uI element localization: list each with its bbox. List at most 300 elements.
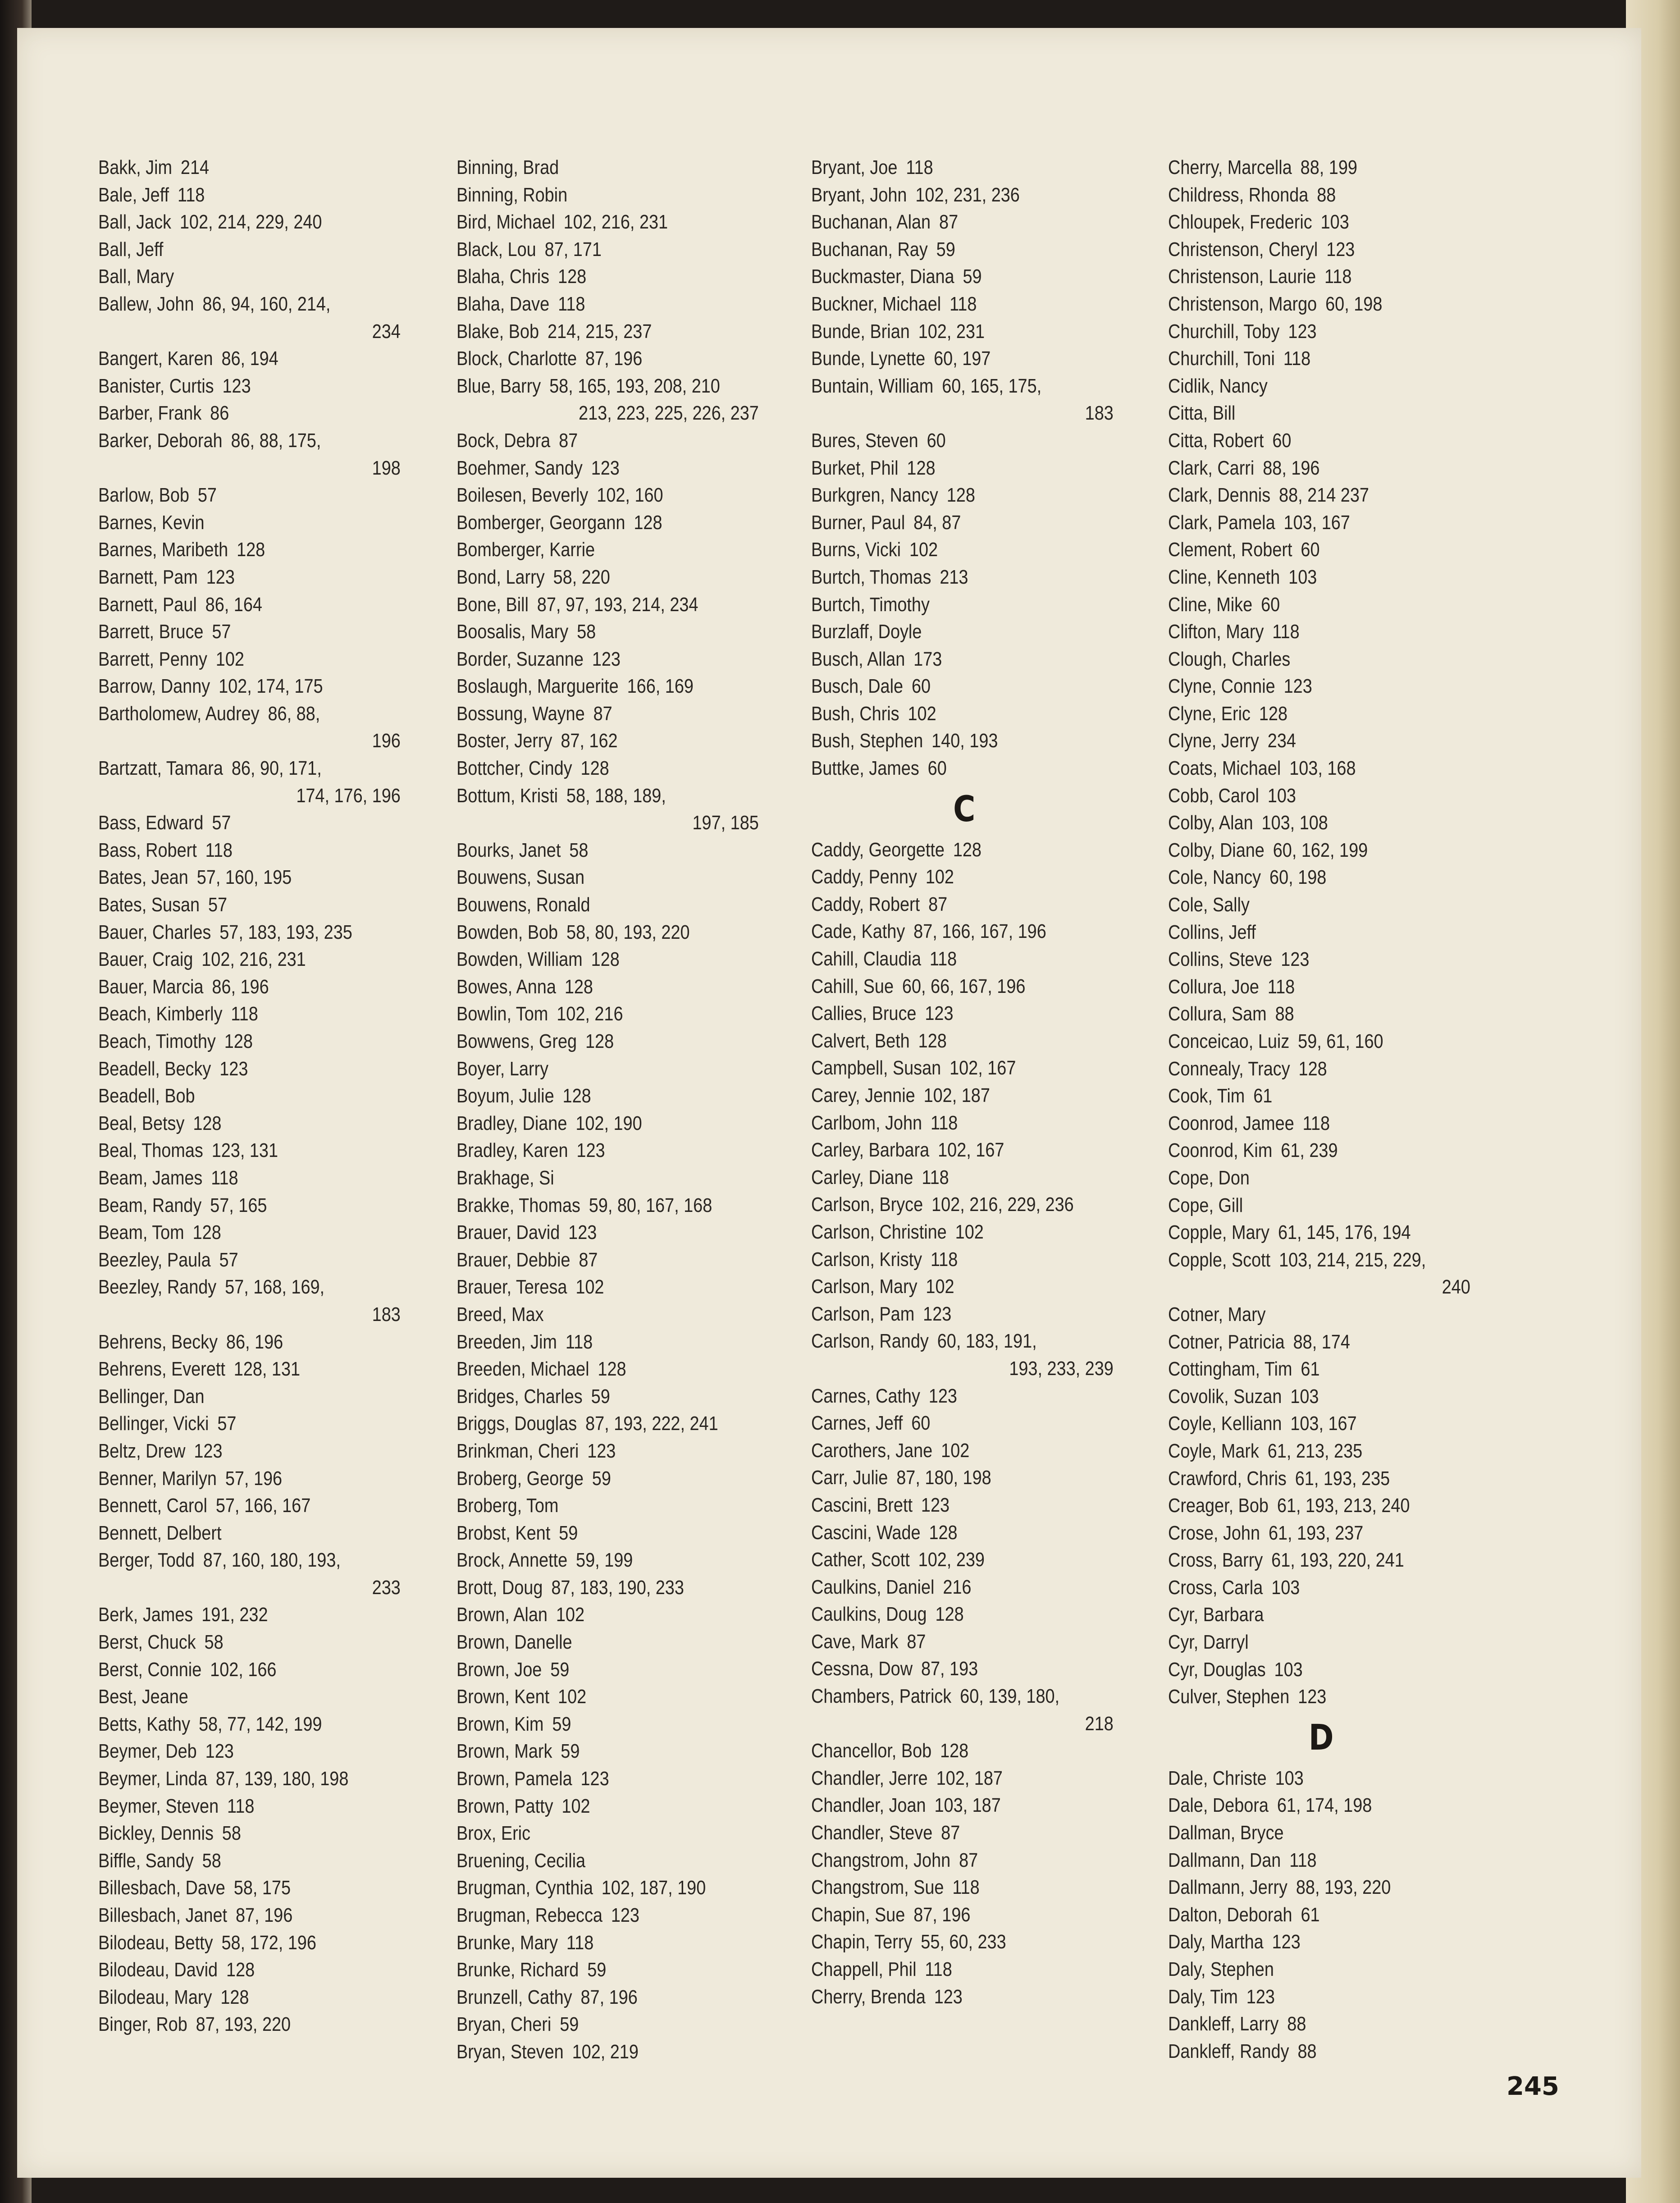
entry-name: Cyr, Darryl [1168, 1631, 1249, 1654]
entry-pages: 102 [909, 539, 938, 561]
index-entry [811, 1328, 1117, 1355]
entry-pages: 57, 196 [225, 1467, 283, 1490]
index-entry [1168, 1984, 1474, 2011]
index-entry [457, 727, 762, 755]
entry-pages: 128, 131 [233, 1358, 301, 1380]
index-entry [457, 1438, 762, 1465]
entry-pages-continued: 233 [372, 1576, 401, 1599]
entry-pages-continued: 183 [1085, 402, 1114, 425]
entry-pages: 103, 167 [1283, 511, 1350, 534]
index-entry [98, 1547, 404, 1574]
index-entry [457, 154, 762, 182]
entry-name: Beam, Randy [98, 1194, 202, 1216]
index-entry [98, 837, 404, 864]
entry-pages: 118 [922, 1166, 949, 1188]
entry-name: Carlson, Randy [811, 1330, 929, 1353]
entry-pages: 123, 131 [211, 1139, 278, 1162]
index-entry [1168, 2038, 1474, 2066]
index-entry [457, 1383, 762, 1411]
index-entry [457, 564, 762, 591]
entry-pages-continued: 193, 233, 239 [1009, 1357, 1114, 1380]
index-entry [98, 536, 404, 564]
entry-name: Carlson, Christine [811, 1220, 947, 1243]
index-entry [98, 509, 404, 537]
entry-name: Busch, Dale [811, 675, 904, 698]
section-letter: D [1308, 1717, 1334, 1758]
entry-pages: 103, 108 [1261, 812, 1328, 834]
entry-name: Cyr, Barbara [1168, 1604, 1264, 1626]
entry-pages: 102 [558, 1686, 587, 1708]
entry-name: Beadell, Becky [98, 1057, 211, 1080]
entry-name: Blake, Bob [457, 320, 539, 343]
entry-name: Bouwens, Susan [457, 866, 584, 889]
index-entry [1168, 427, 1474, 455]
entry-pages: 60, 66, 167, 196 [902, 975, 1026, 997]
entry-pages: 123 [592, 648, 621, 670]
index-entry [457, 263, 762, 291]
entry-pages: 123 [923, 1303, 952, 1325]
entry-pages: 123 [205, 1740, 234, 1763]
entry-name: Calvert, Beth [811, 1029, 910, 1052]
entry-pages-continued: 234 [372, 320, 401, 343]
entry-pages: 140, 193 [931, 730, 998, 752]
entry-pages: 128 [564, 975, 593, 998]
entry-pages: 86, 88, 175, [231, 429, 321, 452]
entry-pages: 60 [927, 429, 946, 452]
index-entry [457, 1520, 762, 1547]
index-entry [457, 1219, 762, 1247]
entry-name: Brakke, Thomas [457, 1194, 580, 1216]
index-entry [457, 864, 762, 891]
entry-pages: 86, 164 [205, 593, 262, 616]
index-entry [1168, 1438, 1474, 1465]
entry-pages: 87 [579, 1248, 598, 1271]
entry-pages: 118 [1289, 1849, 1317, 1871]
index-entry [98, 1274, 404, 1301]
entry-pages: 59 [552, 1713, 571, 1735]
entry-pages: 88 [1275, 1003, 1294, 1025]
entry-pages: 58, 77, 142, 199 [198, 1713, 322, 1735]
entry-name: Carley, Barbara [811, 1139, 930, 1161]
index-entry [457, 1492, 762, 1520]
index-entry [98, 864, 404, 891]
entry-name: Barlow, Bob [98, 484, 189, 507]
entry-name: Carnes, Jeff [811, 1412, 903, 1435]
index-entry [811, 1219, 1117, 1246]
entry-pages: 61, 213, 235 [1267, 1440, 1363, 1462]
entry-name: Beam, James [98, 1166, 203, 1189]
entry-name: Benner, Marilyn [98, 1467, 217, 1490]
entry-name: Buchanan, Ray [811, 238, 928, 261]
entry-name: Collura, Joe [1168, 975, 1259, 998]
entry-name: Bruening, Cecilia [457, 1849, 586, 1872]
entry-pages: 57, 168, 169, [225, 1276, 325, 1298]
entry-pages: 118 [906, 156, 933, 178]
entry-name: Cave, Mark [811, 1630, 899, 1653]
entry-pages: 102, 190 [575, 1112, 642, 1134]
entry-name: Black, Lou [457, 238, 536, 261]
entry-pages: 60, 165, 175, [942, 375, 1042, 397]
entry-pages: 118 [558, 293, 585, 315]
index-entry [98, 427, 404, 455]
entry-name: Behrens, Everett [98, 1358, 225, 1380]
index-entry [457, 1793, 762, 1820]
index-entry [1168, 291, 1474, 318]
entry-name: Ball, Jack [98, 211, 171, 233]
index-entry [98, 1056, 404, 1083]
index-entry [98, 482, 404, 509]
index-entry [1168, 591, 1474, 619]
entry-pages: 128 [193, 1112, 222, 1134]
entry-name: Brown, Pamela [457, 1768, 572, 1790]
index-entry [98, 291, 404, 318]
entry-pages: 61, 193, 235 [1295, 1467, 1390, 1490]
entry-pages: 128 [585, 1030, 614, 1052]
entry-pages: 118 [211, 1166, 238, 1189]
entry-name: Cahill, Sue [811, 975, 894, 997]
entry-pages: 57 [219, 1248, 238, 1271]
index-entry [1168, 1356, 1474, 1383]
entry-pages: 87 [559, 429, 578, 452]
entry-name: Brugman, Rebecca [457, 1904, 603, 1926]
index-entry [98, 1656, 404, 1684]
entry-pages: 57, 160, 195 [196, 866, 292, 889]
entry-name: Churchill, Toby [1168, 320, 1280, 343]
index-entry [98, 891, 404, 919]
index-entry [1168, 318, 1474, 346]
index-entry [457, 591, 762, 619]
entry-name: Brauer, David [457, 1221, 560, 1244]
entry-pages: 87, 193 [921, 1658, 978, 1680]
entry-name: Coyle, Mark [1168, 1440, 1259, 1462]
index-entry [457, 1956, 762, 1984]
entry-pages: 102, 187, 190 [601, 1877, 706, 1899]
entry-name: Cobb, Carol [1168, 784, 1259, 807]
index-entry [98, 1738, 404, 1765]
entry-pages: 60, 198 [1269, 866, 1327, 889]
index-entry [811, 1437, 1117, 1465]
entry-name: Bond, Larry [457, 566, 545, 588]
entry-name: Caddy, Georgette [811, 838, 945, 861]
entry-name: Chapin, Terry [811, 1931, 913, 1953]
entry-pages: 87, 183, 190, 233 [551, 1576, 684, 1599]
entry-name: Bale, Jeff [98, 183, 169, 206]
entry-name: Cross, Barry [1168, 1549, 1263, 1572]
index-entry [1168, 1574, 1474, 1602]
index-entry [1168, 2011, 1474, 2038]
entry-name: Bossung, Wayne [457, 702, 585, 725]
entry-name: Boehmer, Sandy [457, 457, 583, 479]
entry-pages: 102, 214, 229, 240 [179, 211, 322, 233]
entry-name: Cherry, Marcella [1168, 156, 1292, 178]
index-entry [811, 263, 1117, 291]
index-entry [98, 1410, 404, 1438]
index-entry [1168, 1792, 1474, 1819]
entry-pages: 60, 183, 191, [937, 1330, 1037, 1353]
entry-name: Beymer, Deb [98, 1740, 197, 1763]
index-entry [811, 1655, 1117, 1683]
entry-name: Cade, Kathy [811, 920, 905, 943]
entry-pages: 123 [219, 1057, 248, 1080]
entry-name: Brott, Doug [457, 1576, 543, 1599]
entry-name: Chandler, Steve [811, 1822, 933, 1844]
index-entry [98, 673, 404, 700]
entry-name: Collura, Sam [1168, 1003, 1267, 1025]
index-entry [811, 1410, 1117, 1437]
entry-name: Clough, Charles [1168, 648, 1291, 670]
index-entry [457, 673, 762, 700]
index-entry [457, 1765, 762, 1793]
index-entry [1168, 1137, 1474, 1165]
entry-name: Block, Charlotte [457, 347, 577, 370]
entry-pages: 103 [1288, 566, 1317, 588]
index-entry [98, 1383, 404, 1411]
entry-name: Cottingham, Tim [1168, 1358, 1292, 1380]
entry-pages: 102 [908, 702, 936, 725]
entry-pages: 87, 171 [544, 238, 602, 261]
entry-pages: 102, 187 [936, 1767, 1003, 1789]
entry-pages: 123 [206, 566, 235, 588]
entry-name: Cascini, Brett [811, 1494, 913, 1516]
entry-name: Burns, Vicki [811, 539, 901, 561]
entry-name: Buckmaster, Diana [811, 265, 954, 288]
index-entry [457, 1711, 762, 1738]
entry-name: Clyne, Eric [1168, 702, 1251, 725]
entry-name: Boosalis, Mary [457, 621, 569, 643]
entry-pages: 128 [940, 1740, 969, 1762]
entry-pages: 60 [911, 1412, 931, 1435]
entry-pages: 59 [550, 1658, 570, 1681]
entry-name: Berger, Todd [98, 1549, 195, 1572]
entry-name: Chloupek, Frederic [1168, 211, 1312, 233]
entry-pages: 87, 196 [913, 1903, 971, 1926]
index-entry [811, 1984, 1117, 2011]
entry-name: Clark, Dennis [1168, 484, 1271, 507]
entry-pages: 173 [913, 648, 942, 670]
entry-name: Carlbom, John [811, 1111, 922, 1134]
index-entry [1168, 974, 1474, 1001]
index-entry [811, 1847, 1117, 1874]
index-entry [457, 1601, 762, 1629]
entry-pages: 118 [1272, 621, 1300, 643]
index-entry [98, 1247, 404, 1274]
entry-pages: 123 [580, 1768, 609, 1790]
index-entry [1168, 1165, 1474, 1192]
index-column-2 [457, 154, 762, 2066]
index-entry [457, 1574, 762, 1602]
entry-pages: 191, 232 [201, 1604, 268, 1626]
entry-name: Daly, Stephen [1168, 1958, 1274, 1980]
index-entry [98, 345, 404, 373]
entry-pages: 123 [1298, 1686, 1327, 1708]
index-entry [457, 1820, 762, 1847]
entry-pages: 59 [592, 1467, 611, 1490]
entry-name: Bottcher, Cindy [457, 757, 572, 780]
entry-pages: 128 [953, 838, 982, 861]
entry-pages: 123 [194, 1440, 223, 1462]
entry-name: Bradley, Karen [457, 1139, 568, 1162]
entry-pages: 88, 199 [1300, 156, 1357, 178]
entry-name: Barnes, Maribeth [98, 539, 228, 561]
index-entry [811, 618, 1117, 646]
entry-name: Cotner, Mary [1168, 1303, 1266, 1325]
entry-name: Creager, Bob [1168, 1495, 1269, 1517]
entry-pages: 60 [927, 757, 947, 780]
entry-pages: 59 [591, 1385, 610, 1408]
index-entry [98, 1329, 404, 1356]
index-entry [457, 2038, 762, 2066]
index-entry [98, 1520, 404, 1547]
entry-pages: 234 [1267, 730, 1296, 752]
entry-pages: 128 [226, 1959, 255, 1981]
entry-pages: 59, 61, 160 [1298, 1030, 1383, 1052]
entry-name: Colby, Alan [1168, 812, 1253, 834]
index-entry [1168, 1410, 1474, 1438]
entry-pages: 102 [556, 1604, 585, 1626]
entry-name: Carley, Diane [811, 1166, 913, 1188]
entry-pages: 102 [955, 1220, 984, 1243]
entry-name: Brauer, Teresa [457, 1276, 567, 1298]
entry-name: Brox, Eric [457, 1822, 531, 1845]
entry-pages: 88 [1297, 2040, 1317, 2062]
entry-pages: 103, 214, 215, 229, [1279, 1248, 1426, 1271]
entry-name: Cahill, Claudia [811, 948, 921, 970]
entry-pages-continued: 197, 185 [692, 812, 759, 834]
entry-pages: 102 [926, 1275, 954, 1298]
index-entry [811, 1819, 1117, 1847]
entry-pages: 214 [180, 156, 210, 178]
index-entry [98, 974, 404, 1001]
entry-name: Biffle, Sandy [98, 1849, 194, 1872]
entry-name: Coonrod, Jamee [1168, 1112, 1294, 1134]
entry-pages: 61, 239 [1281, 1139, 1338, 1162]
entry-name: Daly, Martha [1168, 1931, 1264, 1953]
index-entry [98, 618, 404, 646]
entry-pages: 102, 216 [557, 1003, 623, 1025]
index-entry [457, 236, 762, 264]
index-entry [811, 318, 1117, 346]
entry-name: Bomberger, Georgann [457, 511, 625, 534]
index-entry [811, 1683, 1117, 1710]
entry-name: Brown, Patty [457, 1795, 553, 1817]
entry-name: Brobst, Kent [457, 1522, 551, 1544]
entry-name: Beymer, Linda [98, 1768, 207, 1790]
index-entry [98, 1793, 404, 1820]
entry-name: Brown, Alan [457, 1604, 548, 1626]
index-entry [457, 1001, 762, 1028]
entry-name: Bures, Steven [811, 429, 918, 452]
index-entry [457, 2011, 762, 2038]
entry-pages: 86, 88, [268, 702, 320, 725]
entry-name: Bangert, Karen [98, 347, 213, 370]
index-entry [98, 182, 404, 209]
entry-pages: 61, 145, 176, 194 [1278, 1221, 1411, 1244]
entry-name: Cyr, Douglas [1168, 1658, 1266, 1681]
index-entry [1168, 1247, 1474, 1274]
entry-pages: 59 [559, 1522, 578, 1544]
index-entry [811, 345, 1117, 373]
entry-pages: 57, 165 [210, 1194, 267, 1216]
index-entry [457, 345, 762, 373]
entry-name: Dankleff, Larry [1168, 2013, 1279, 2035]
entry-name: Bowes, Anna [457, 975, 556, 998]
index-entry [811, 973, 1117, 1001]
index-entry [1168, 1492, 1474, 1520]
entry-name: Copple, Mary [1168, 1221, 1270, 1244]
index-entry [98, 646, 404, 673]
entry-pages: 58 [222, 1822, 241, 1845]
entry-pages: 59, 199 [576, 1549, 633, 1572]
entry-pages: 123 [611, 1904, 639, 1926]
entry-name: Covolik, Suzan [1168, 1385, 1282, 1408]
index-entry [457, 1629, 762, 1656]
index-entry [457, 1192, 762, 1220]
entry-pages: 123 [1246, 1985, 1275, 2008]
index-entry [1168, 864, 1474, 891]
index-entry [1168, 182, 1474, 209]
index-entry [98, 1001, 404, 1028]
entry-pages-continued: 196 [372, 730, 401, 752]
entry-pages: 128 [935, 1603, 964, 1626]
entry-pages: 118 [1283, 347, 1311, 370]
entry-name: Cather, Scott [811, 1549, 910, 1571]
index-entry [811, 700, 1117, 728]
entry-pages: 84, 87 [913, 511, 961, 534]
index-entry [1168, 509, 1474, 537]
entry-name: Breeden, Michael [457, 1358, 589, 1380]
entry-name: Carlson, Kristy [811, 1248, 922, 1271]
index-entry [98, 564, 404, 591]
index-entry [811, 891, 1117, 919]
page-number: 245 [1507, 2072, 1559, 2101]
entry-name: Bomberger, Karrie [457, 539, 595, 561]
index-entry [1168, 755, 1474, 782]
entry-name: Cline, Kenneth [1168, 566, 1280, 588]
index-entry [1168, 345, 1474, 373]
index-entry [811, 864, 1117, 891]
entry-pages: 57, 183, 193, 235 [219, 921, 352, 943]
entry-name: Bickley, Dennis [98, 1822, 214, 1845]
entry-name: Dale, Christe [1168, 1767, 1267, 1789]
entry-pages: 118 [177, 183, 205, 206]
index-entry [457, 1110, 762, 1138]
index-entry [457, 1329, 762, 1356]
index-entry [98, 2011, 404, 2038]
entry-name: Bartholomew, Audrey [98, 702, 260, 725]
entry-name: Bartzatt, Tamara [98, 757, 223, 780]
entry-name: Conceicao, Luiz [1168, 1030, 1290, 1052]
entry-pages: 60 [1272, 429, 1292, 452]
entry-pages: 57 [212, 621, 231, 643]
entry-name: Childress, Rhonda [1168, 183, 1309, 206]
index-entry [98, 1956, 404, 1984]
index-entry [457, 1547, 762, 1574]
index-entry [98, 1465, 404, 1493]
index-entry [1168, 1547, 1474, 1574]
index-entry [457, 919, 762, 946]
entry-pages: 102 [575, 1276, 604, 1298]
entry-name: Crawford, Chris [1168, 1467, 1287, 1490]
entry-pages: 128 [562, 1085, 591, 1107]
index-entry [1168, 536, 1474, 564]
entry-name: Bowden, William [457, 948, 583, 971]
index-entry [1168, 263, 1474, 291]
entry-name: Beymer, Steven [98, 1795, 219, 1817]
entry-pages: 118 [952, 1876, 980, 1899]
entry-name: Copple, Scott [1168, 1248, 1271, 1271]
entry-pages: 59, 80, 167, 168 [589, 1194, 712, 1216]
entry-pages: 87, 97, 193, 214, 234 [537, 593, 698, 616]
